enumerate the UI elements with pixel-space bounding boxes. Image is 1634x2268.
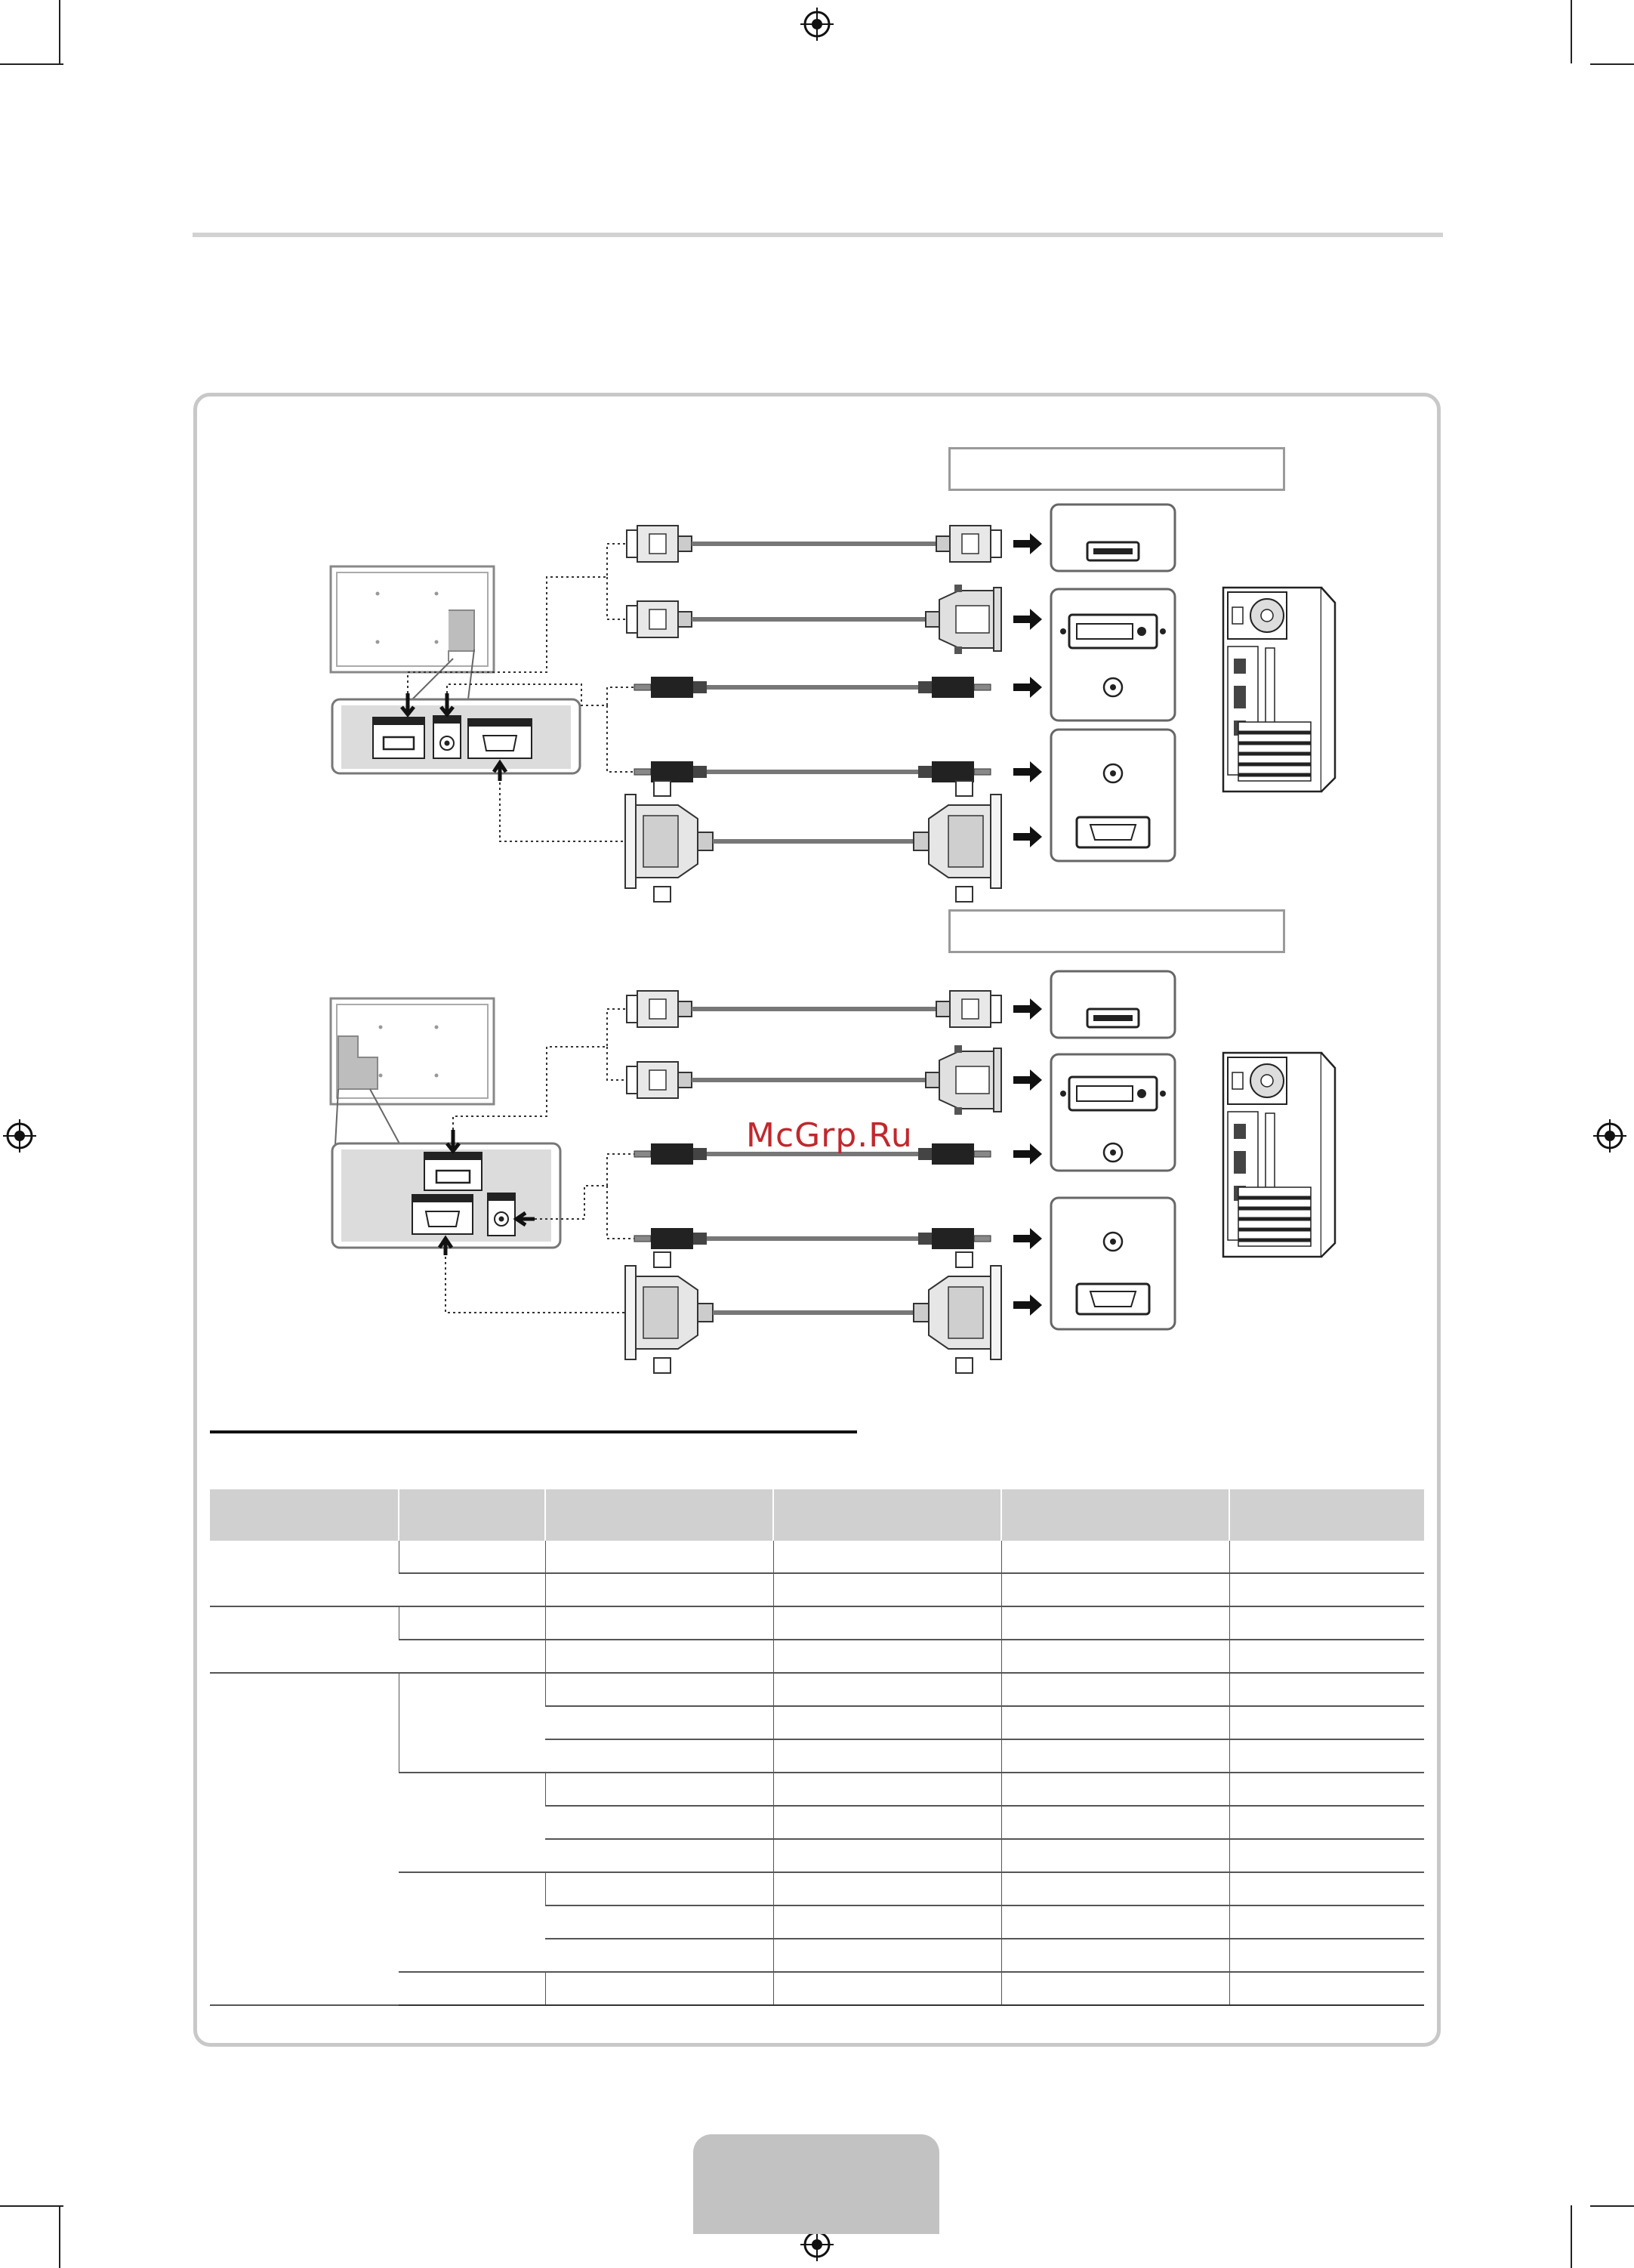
table-cell [1229, 1606, 1424, 1640]
diagram-1-vga-cable [625, 781, 1042, 902]
table-cell [545, 1606, 773, 1640]
diagram-2-hdmi-cable [627, 991, 1042, 1027]
table-cell [210, 1673, 399, 2005]
diagram-1-pc-tower-icon [1223, 588, 1335, 791]
table-cell [1229, 1706, 1424, 1739]
table-cell [773, 1573, 1001, 1606]
table-cell [1229, 1806, 1424, 1839]
table-cell [1229, 1905, 1424, 1939]
table-cell [1229, 1839, 1424, 1872]
table-cell [545, 1673, 773, 1706]
table-cell [1001, 1972, 1229, 2005]
crop-mark-bottom-left-h [0, 2205, 63, 2207]
table-cell [210, 1606, 399, 1673]
table-cell [1229, 1573, 1424, 1606]
table-cell [773, 1872, 1001, 1905]
table-cell [399, 1872, 545, 1972]
crop-mark-bottom-right-v [1571, 2205, 1572, 2268]
crop-mark-bottom-left-v [59, 2205, 60, 2268]
diagram-2-pc-tower-icon [1223, 1053, 1335, 1257]
table-row [210, 1673, 1424, 1706]
table-cell [1001, 1905, 1229, 1939]
table-row [210, 1606, 1424, 1640]
table-cell [1001, 1573, 1229, 1606]
table-cell [1001, 1839, 1229, 1872]
table-cell [1229, 1972, 1424, 2005]
table-cell [545, 1541, 773, 1573]
table-header-cell [773, 1489, 1001, 1541]
table-cell [545, 1872, 773, 1905]
diagram-1-port-panel [332, 693, 580, 781]
table-cell [210, 1541, 399, 1606]
table-cell [1001, 1606, 1229, 1640]
table-cell [545, 1640, 773, 1673]
table-title-underline [210, 1430, 857, 1433]
display-modes-table [210, 1489, 1424, 2006]
table-cell [773, 1839, 1001, 1872]
table-cell [773, 1706, 1001, 1739]
table-cell [545, 1939, 773, 1972]
diagram-2-vga-cable [625, 1252, 1042, 1373]
table-cell [773, 1806, 1001, 1839]
table-header-cell [1229, 1489, 1424, 1541]
table-cell [1001, 1640, 1229, 1673]
table-cell [1001, 1773, 1229, 1806]
table-cell [773, 1773, 1001, 1806]
table-cell [399, 1972, 545, 2005]
table-cell [773, 1939, 1001, 1972]
diagram-1-hdmi-dvi-cable [627, 585, 1042, 654]
diagram-2-port-panel [332, 1130, 560, 1255]
table-cell [773, 1673, 1001, 1706]
table-cell [545, 1806, 773, 1839]
table-cell [399, 1673, 545, 1773]
diagram-2-hdmi-dvi-cable [627, 1045, 1042, 1115]
table-cell [545, 1839, 773, 1872]
table-cell [1229, 1541, 1424, 1573]
table-cell [773, 1640, 1001, 1673]
table-cell [773, 1739, 1001, 1773]
crop-mark-bottom-right-h [1590, 2205, 1634, 2207]
table-cell [773, 1905, 1001, 1939]
table-header-row [210, 1489, 1424, 1541]
table-cell [1229, 1872, 1424, 1905]
table-cell [1229, 1939, 1424, 1972]
table-cell [399, 1773, 545, 1872]
table-cell [1229, 1739, 1424, 1773]
table-cell [545, 1972, 773, 2005]
table-cell [545, 1573, 773, 1606]
diagram-1-audio-cable-1 [634, 677, 1042, 698]
diagram-1-hdmi-cable [627, 526, 1042, 562]
table-cell [545, 1706, 773, 1739]
table-cell [1001, 1806, 1229, 1839]
table-cell [1001, 1739, 1229, 1773]
table-header-cell [545, 1489, 773, 1541]
table-cell [1001, 1939, 1229, 1972]
table-cell [545, 1773, 773, 1806]
table-cell [773, 1972, 1001, 2005]
table-header-cell [1001, 1489, 1229, 1541]
table-cell [399, 1541, 545, 1573]
diagram-2-tv-panel [331, 998, 494, 1145]
table-cell [1229, 1673, 1424, 1706]
diagram-1-audio-cable-2 [634, 761, 1042, 782]
diagram-1-tv-panel [331, 566, 494, 699]
table-cell [399, 1606, 545, 1640]
table-header-cell [210, 1489, 399, 1541]
watermark-text: McGrp.Ru [746, 1116, 913, 1155]
page-number-tab [693, 2134, 939, 2234]
table-cell [1229, 1773, 1424, 1806]
table-cell [545, 1739, 773, 1773]
table-cell [773, 1541, 1001, 1573]
table-header-cell [399, 1489, 545, 1541]
table-cell [399, 1573, 545, 1606]
table-cell [1001, 1706, 1229, 1739]
table-cell [1229, 1640, 1424, 1673]
table-cell [1001, 1673, 1229, 1706]
table-row [210, 1541, 1424, 1573]
table-cell [399, 1640, 545, 1673]
table-cell [1001, 1541, 1229, 1573]
table-cell [545, 1905, 773, 1939]
table-cell [1001, 1872, 1229, 1905]
table-cell [773, 1606, 1001, 1640]
diagram-2-audio-cable-2 [634, 1228, 1042, 1249]
